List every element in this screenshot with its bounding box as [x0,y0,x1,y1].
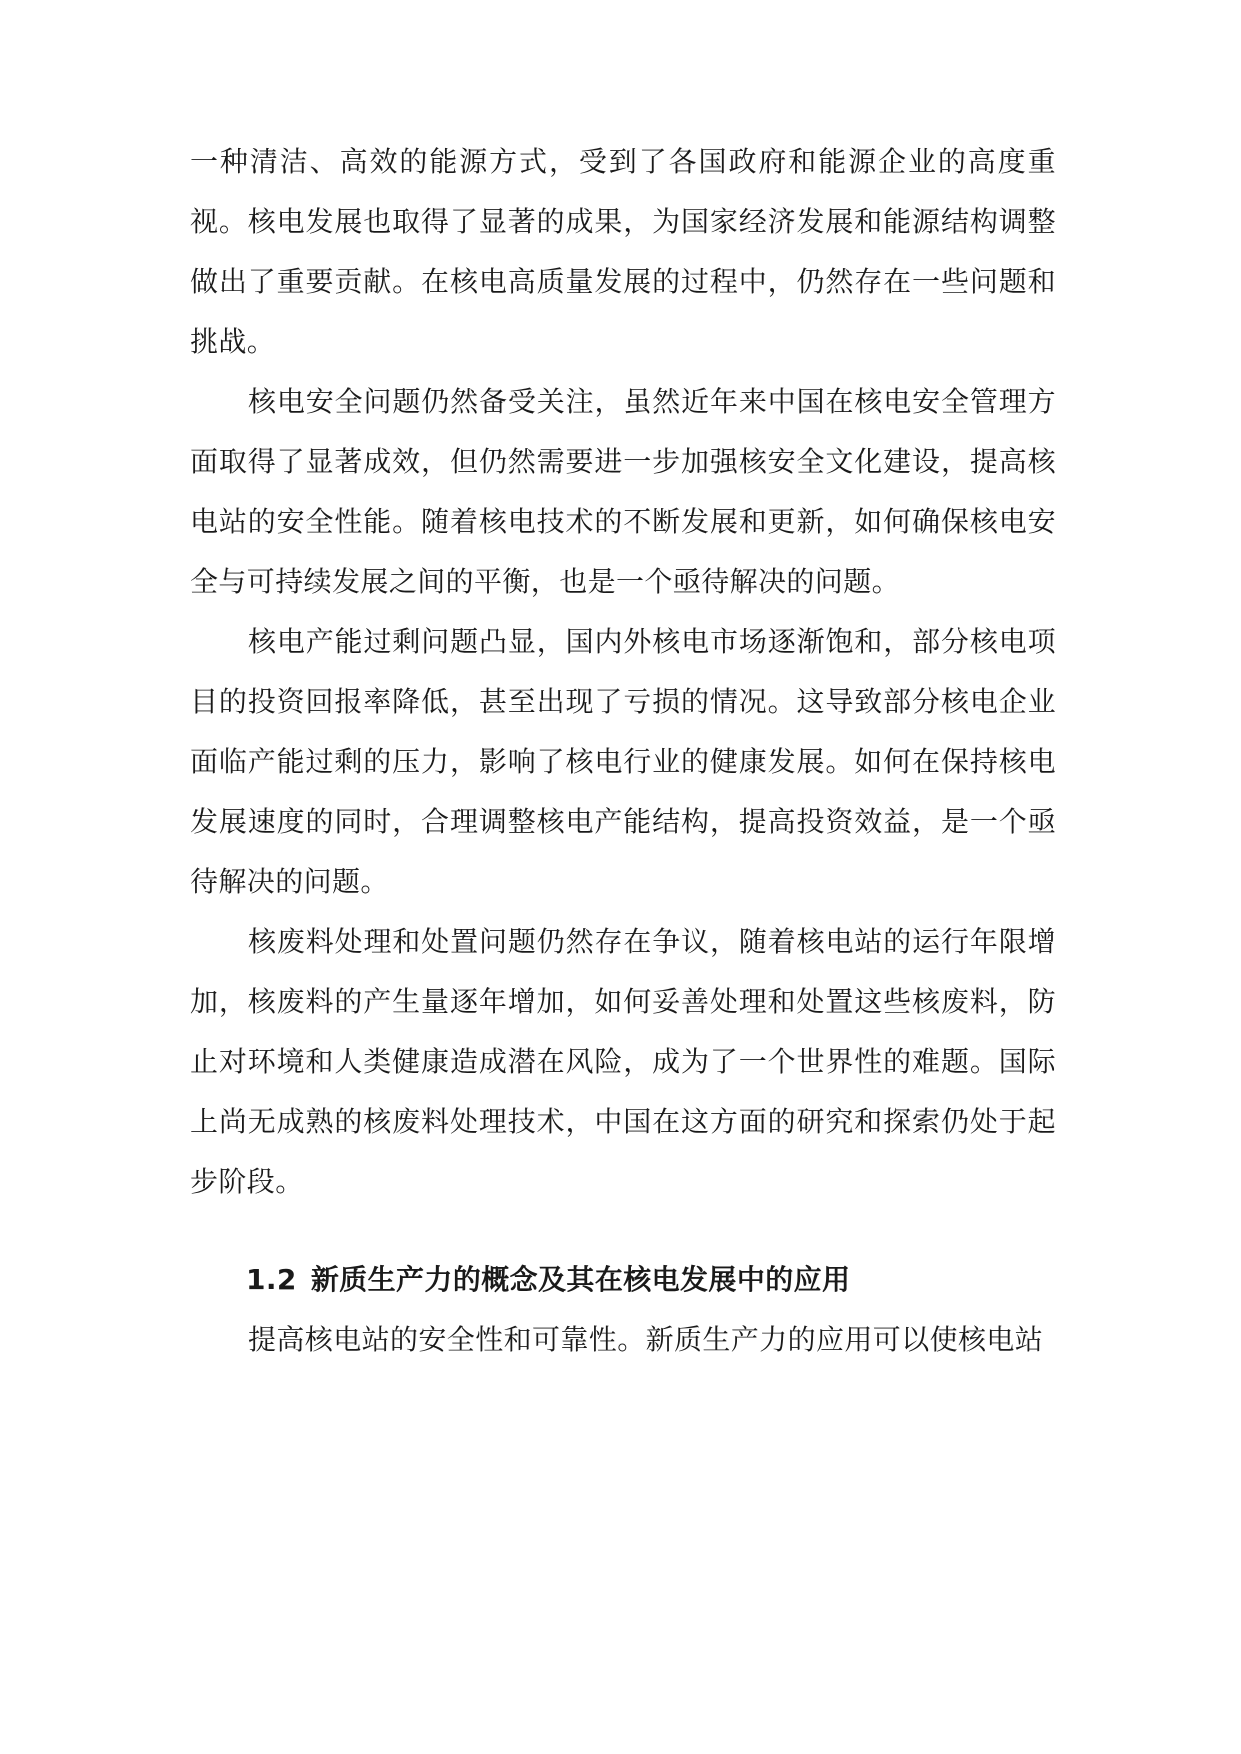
paragraph-nuclear-safety: 核电安全问题仍然备受关注，虽然近年来中国在核电安全管理方面取得了显著成效，但仍然需要进一步加强核安全文化建设，提高核电站的安全性能。随着核电技术的不断发展和更新，如何确保核电安全与可持续发展之间的平衡，也是一个亟待解决的问题。 [190,385,1056,598]
paragraph-continued: 一种清洁、高效的能源方式，受到了各国政府和能源企业的高度重视。核电发展也取得了显著的成果，为国家经济发展和能源结构调整做出了重要贡献。在核电高质量发展的过程中，仍然存在一些问题和挑战。 [190,145,1056,358]
document-page [190,132,1056,1370]
paragraph-safety-reliability: 提高核电站的安全性和可靠性。新质生产力的应用可以使核电站 [248,1323,1044,1356]
section-number: 1.2 [246,1263,297,1296]
paragraph-overcapacity: 核电产能过剩问题凸显，国内外核电市场逐渐饱和，部分核电项目的投资回报率降低，甚至出现了亏损的情况。这导致部分核电企业面临产能过剩的压力，影响了核电行业的健康发展。如何在保持核电发展速度的同时，合理调整核电产能结构，提高投资效益，是一个亟待解决的问题。 [190,625,1056,898]
section-heading [190,1250,1056,1310]
paragraph-nuclear-waste: 核废料处理和处置问题仍然存在争议，随着核电站的运行年限增加，核废料的产生量逐年增加，如何妥善处理和处置这些核废料，防止对环境和人类健康造成潜在风险，成为了一个世界性的难题。国际上尚无成熟的核废料处理技术，中国在这方面的研究和探索仍处于起步阶段。 [190,925,1056,1198]
section-title: 新质生产力的概念及其在核电发展中的应用 [310,1263,851,1296]
